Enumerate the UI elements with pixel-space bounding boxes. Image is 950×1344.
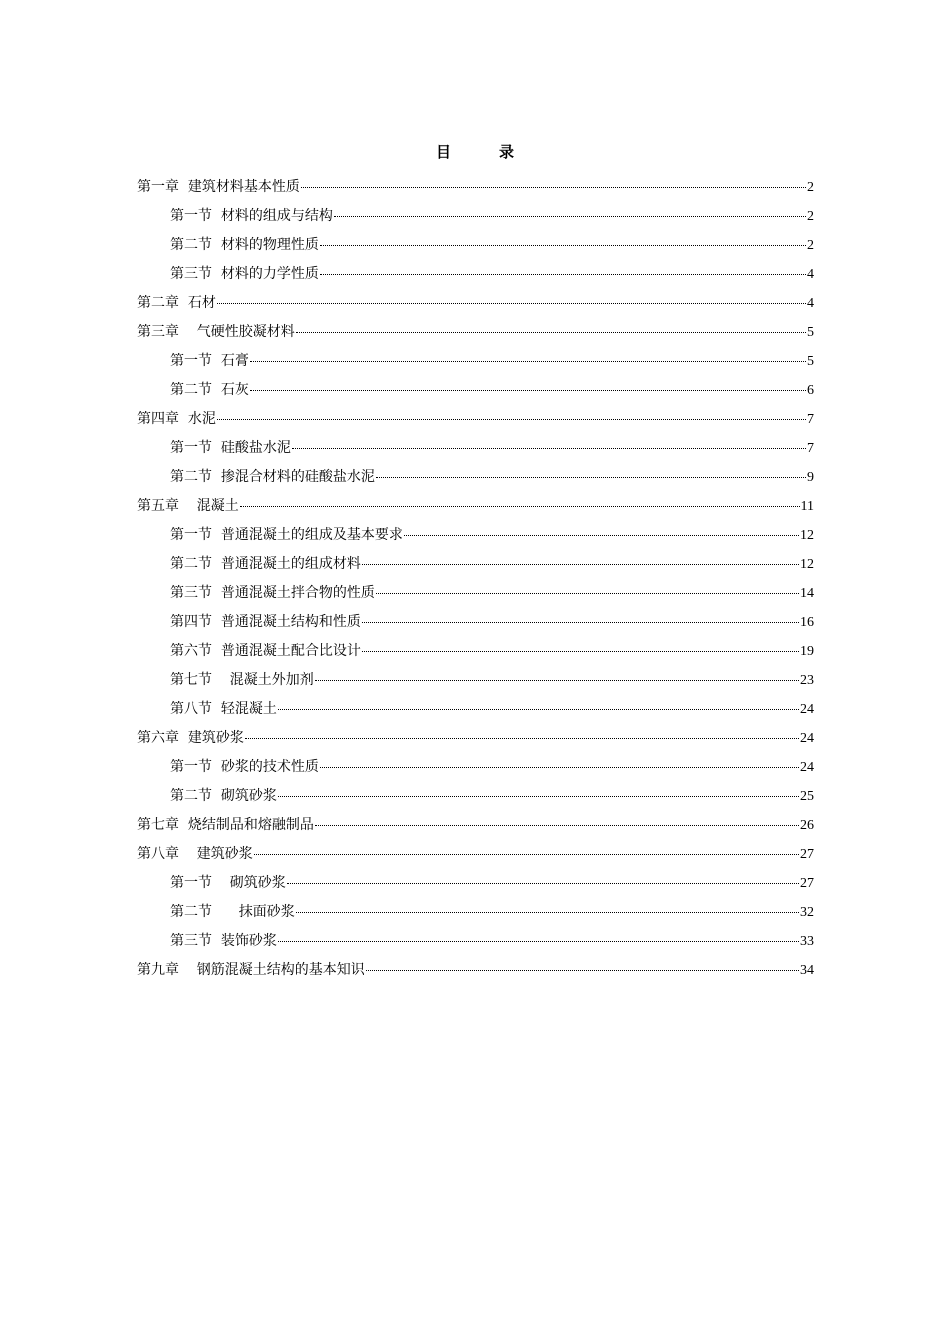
toc-chapter-entry[interactable] bbox=[137, 813, 814, 842]
toc-entry-label: 第五章 混凝土 bbox=[137, 498, 239, 514]
toc-page-number: 34 bbox=[800, 963, 814, 978]
toc-chapter-entry[interactable] bbox=[137, 407, 814, 436]
toc-dot-leader bbox=[278, 940, 799, 942]
toc-dot-leader bbox=[296, 911, 799, 913]
toc-entry-label: 第四节 普通混凝土结构和性质 bbox=[170, 614, 361, 630]
toc-dot-leader bbox=[315, 824, 799, 826]
toc-section-entry[interactable] bbox=[137, 204, 814, 233]
toc-entry-label: 第二节 掺混合材料的硅酸盐水泥 bbox=[170, 469, 375, 485]
toc-page-number: 12 bbox=[800, 528, 814, 543]
toc-page-number: 23 bbox=[800, 673, 814, 688]
toc-section-entry[interactable] bbox=[137, 581, 814, 610]
toc-page-number: 16 bbox=[800, 615, 814, 630]
toc-section-entry[interactable] bbox=[137, 610, 814, 639]
toc-entry-label: 第六节 普通混凝土配合比设计 bbox=[170, 643, 361, 659]
toc-section-entry[interactable] bbox=[137, 755, 814, 784]
toc-dot-leader bbox=[240, 505, 800, 507]
toc-entry-label: 第三节 材料的力学性质 bbox=[170, 266, 319, 282]
toc-section-entry[interactable] bbox=[137, 378, 814, 407]
toc-dot-leader bbox=[254, 853, 799, 855]
toc-entry-label: 第三节 装饰砂浆 bbox=[170, 933, 277, 949]
toc-entry-label: 第一节 石膏 bbox=[170, 353, 249, 369]
toc-entry-label: 第六章 建筑砂浆 bbox=[137, 730, 244, 746]
toc-entry-label: 第七章 烧结制品和熔融制品 bbox=[137, 817, 314, 833]
toc-page-number: 24 bbox=[800, 760, 814, 775]
toc-dot-leader bbox=[278, 708, 799, 710]
toc-dot-leader bbox=[366, 969, 799, 971]
toc-page-number: 32 bbox=[800, 905, 814, 920]
toc-entry-label: 第七节 混凝土外加剂 bbox=[170, 672, 314, 688]
toc-page-number: 9 bbox=[807, 470, 814, 485]
toc-entry-label: 第二节 石灰 bbox=[170, 382, 249, 398]
toc-entry-label: 第四章 水泥 bbox=[137, 411, 216, 427]
toc-page-number: 4 bbox=[807, 267, 814, 282]
toc-dot-leader bbox=[250, 389, 806, 391]
toc-list bbox=[137, 175, 814, 987]
toc-entry-label: 第二节 抹面砂浆 bbox=[170, 904, 295, 920]
toc-page-number: 33 bbox=[800, 934, 814, 949]
toc-entry-label: 第三节 普通混凝土拌合物的性质 bbox=[170, 585, 375, 601]
toc-page-number: 24 bbox=[800, 702, 814, 717]
toc-chapter-entry[interactable] bbox=[137, 494, 814, 523]
toc-page-number: 4 bbox=[807, 296, 814, 311]
toc-chapter-entry[interactable] bbox=[137, 291, 814, 320]
toc-page-number: 27 bbox=[800, 847, 814, 862]
toc-chapter-entry[interactable] bbox=[137, 842, 814, 871]
toc-section-entry[interactable] bbox=[137, 552, 814, 581]
toc-dot-leader bbox=[301, 186, 806, 188]
toc-page-number: 24 bbox=[800, 731, 814, 746]
toc-section-entry[interactable] bbox=[137, 436, 814, 465]
toc-chapter-entry[interactable] bbox=[137, 320, 814, 349]
toc-page-number: 2 bbox=[807, 209, 814, 224]
toc-dot-leader bbox=[320, 273, 806, 275]
toc-entry-label: 第八节 轻混凝土 bbox=[170, 701, 277, 717]
toc-section-entry[interactable] bbox=[137, 697, 814, 726]
toc-page-number: 14 bbox=[800, 586, 814, 601]
toc-entry-label: 第一节 砌筑砂浆 bbox=[170, 875, 286, 891]
toc-section-entry[interactable] bbox=[137, 929, 814, 958]
toc-section-entry[interactable] bbox=[137, 349, 814, 378]
toc-entry-label: 第二节 材料的物理性质 bbox=[170, 237, 319, 253]
toc-page-number: 25 bbox=[800, 789, 814, 804]
toc-page-number: 5 bbox=[807, 325, 814, 340]
toc-dot-leader bbox=[278, 795, 799, 797]
toc-dot-leader bbox=[362, 621, 799, 623]
toc-title: 目录 bbox=[435, 143, 562, 161]
toc-dot-leader bbox=[376, 592, 799, 594]
toc-section-entry[interactable] bbox=[137, 668, 814, 697]
toc-page-number: 27 bbox=[800, 876, 814, 891]
toc-dot-leader bbox=[404, 534, 799, 536]
toc-section-entry[interactable] bbox=[137, 262, 814, 291]
toc-entry-label: 第一节 砂浆的技术性质 bbox=[170, 759, 319, 775]
toc-page-number: 7 bbox=[807, 441, 814, 456]
toc-section-entry[interactable] bbox=[137, 233, 814, 262]
toc-section-entry[interactable] bbox=[137, 523, 814, 552]
toc-page-number: 7 bbox=[807, 412, 814, 427]
toc-entry-label: 第二节 普通混凝土的组成材料 bbox=[170, 556, 361, 572]
toc-section-entry[interactable] bbox=[137, 784, 814, 813]
toc-dot-leader bbox=[217, 418, 806, 420]
toc-dot-leader bbox=[320, 244, 806, 246]
toc-dot-leader bbox=[217, 302, 806, 304]
toc-entry-label: 第八章 建筑砂浆 bbox=[137, 846, 253, 862]
toc-dot-leader bbox=[250, 360, 806, 362]
toc-dot-leader bbox=[320, 766, 799, 768]
toc-page-number: 5 bbox=[807, 354, 814, 369]
toc-section-entry[interactable] bbox=[137, 871, 814, 900]
toc-dot-leader bbox=[376, 476, 806, 478]
toc-dot-leader bbox=[287, 882, 799, 884]
toc-dot-leader bbox=[362, 650, 799, 652]
toc-entry-label: 第九章 钢筋混凝土结构的基本知识 bbox=[137, 962, 365, 978]
toc-dot-leader bbox=[315, 679, 799, 681]
toc-entry-label: 第一节 硅酸盐水泥 bbox=[170, 440, 291, 456]
toc-chapter-entry[interactable] bbox=[137, 175, 814, 204]
toc-entry-label: 第三章 气硬性胶凝材料 bbox=[137, 324, 295, 340]
toc-entry-label: 第二节 砌筑砂浆 bbox=[170, 788, 277, 804]
toc-page-number: 12 bbox=[800, 557, 814, 572]
toc-dot-leader bbox=[296, 331, 806, 333]
toc-dot-leader bbox=[292, 447, 806, 449]
toc-dot-leader bbox=[245, 737, 799, 739]
toc-section-entry[interactable] bbox=[137, 465, 814, 494]
toc-dot-leader bbox=[362, 563, 799, 565]
toc-chapter-entry[interactable] bbox=[137, 958, 814, 987]
toc-chapter-entry[interactable] bbox=[137, 726, 814, 755]
toc-page-number: 26 bbox=[800, 818, 814, 833]
toc-page-number: 2 bbox=[807, 238, 814, 253]
toc-page-number: 2 bbox=[807, 180, 814, 195]
toc-entry-label: 第一章 建筑材料基本性质 bbox=[137, 179, 300, 195]
toc-entry-label: 第一节 普通混凝土的组成及基本要求 bbox=[170, 527, 403, 543]
toc-section-entry[interactable] bbox=[137, 639, 814, 668]
toc-entry-label: 第二章 石材 bbox=[137, 295, 216, 311]
toc-entry-label: 第一节 材料的组成与结构 bbox=[170, 208, 333, 224]
toc-section-entry[interactable] bbox=[137, 900, 814, 929]
toc-page-number: 6 bbox=[807, 383, 814, 398]
toc-page-number: 11 bbox=[800, 499, 814, 514]
toc-dot-leader bbox=[334, 215, 806, 217]
toc-page-number: 19 bbox=[800, 644, 814, 659]
